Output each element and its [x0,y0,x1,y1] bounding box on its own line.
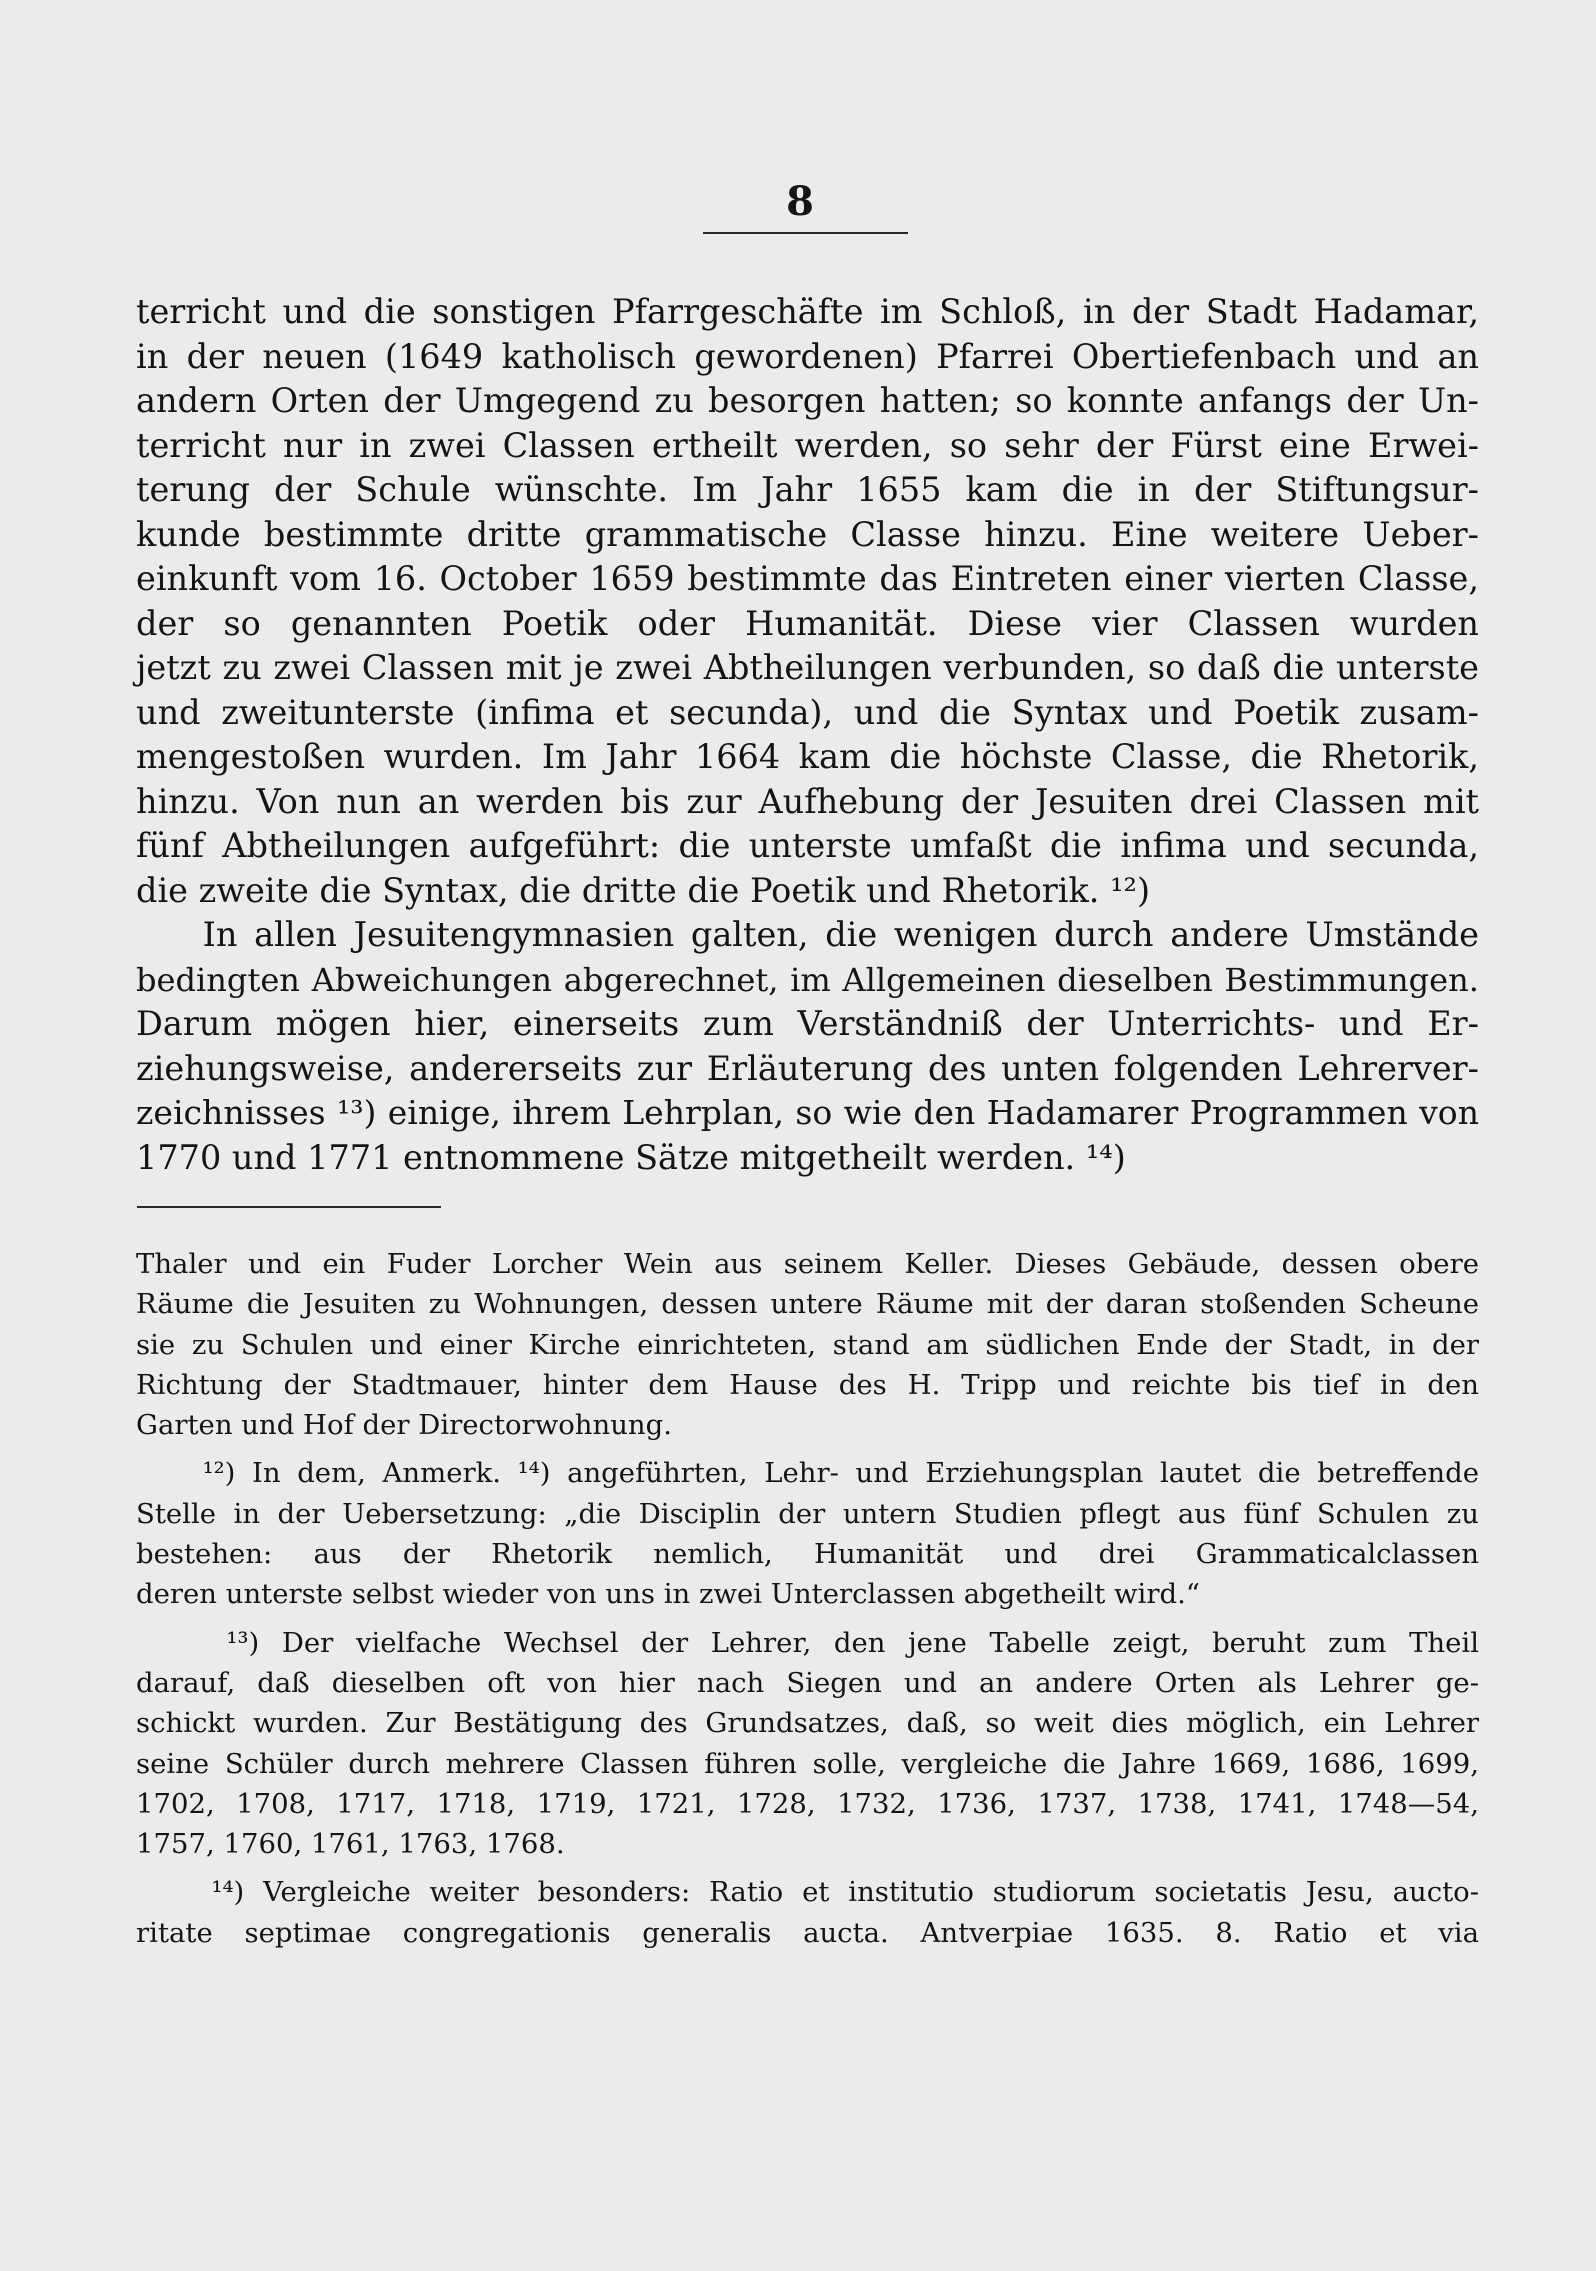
footnote-14-line: ritate septimae congregationis generalis aucta. Antverpiae 1635. 8. Ratio et via [136,1916,1479,1949]
main-text-line: terricht nur in zwei Classen ertheilt werden, so sehr der Fürst eine Erwei- [136,425,1479,465]
main-text-line: andern Orten der Umgegend zu besorgen hatten; so konnte anfangs der Un- [136,381,1479,420]
main-text-line: der so genannten Poetik oder Humanität. Diese vier Classen wurden [136,603,1479,643]
footnote-12-line: Stelle in der Uebersetzung: „die Disciplin der untern Studien pflegt aus fünf Schulen zu [136,1497,1479,1530]
main-text-line: terricht und die sonstigen Pfarrgeschäfte im Schloß, in der Stadt Hadamar, [136,292,1479,331]
footnote-14-line: ¹⁴) Vergleiche weiter besonders: Ratio et institutio studiorum societatis Jesu, aucto- [136,1876,1479,1909]
page-number: 8 [786,178,814,225]
main-text-line: kunde bestimmte dritte grammatische Classe hinzu. Eine weitere Ueber- [136,514,1479,554]
footnote-gap [136,1445,1479,1453]
footnote-line: Thaler und ein Fuder Lorcher Wein aus seinem Keller. Dieses Gebäude, dessen obere [136,1248,1479,1280]
footnote-line: sie zu Schulen und einer Kirche einrichteten, stand am südlichen Ende der Stadt, in der [136,1328,1479,1361]
footnote-13-line: schickt wurden. Zur Bestätigung des Grundsatzes, daß, so weit dies möglich, ein Lehrer [136,1707,1479,1740]
main-text-block [136,290,1479,1180]
footnote-line: Garten und Hof der Directorwohnung. [136,1409,672,1442]
footnote-13-line: ¹³) Der vielfache Wechsel der Lehrer, den jene Tabelle zeigt, beruht zum Theil [136,1626,1479,1659]
footnote-13-line: 1702, 1708, 1717, 1718, 1719, 1721, 1728, 1732, 1736, 1737, 1738, 1741, 1748—54, [136,1787,1479,1820]
main-text-line: jetzt zu zwei Classen mit je zwei Abtheilungen verbunden, so daß die unterste [136,648,1479,687]
footnote-line: Räume die Jesuiten zu Wohnungen, dessen untere Räume mit der daran stoßenden Scheune [136,1288,1479,1321]
main-text-line: 1770 und 1771 entnommene Sätze mitgetheilt werden. ¹⁴) [136,1137,1126,1177]
main-text-line: zeichnisses ¹³) einige, ihrem Lehrplan, so wie den Hadamarer Programmen von [136,1093,1479,1132]
main-text-line: In allen Jesuitengymnasien galten, die wenigen durch andere Umstände [136,915,1479,954]
main-text-line: einkunft vom 16. October 1659 bestimmte das Eintreten einer vierten Classe, [136,559,1479,598]
main-text-line: ziehungsweise, andererseits zur Erläuterung des unten folgenden Lehrerver- [136,1048,1479,1088]
footnote-13-line: 1757, 1760, 1761, 1763, 1768. [136,1828,565,1861]
main-text-line: mengestoßen wurden. Im Jahr 1664 kam die höchste Classe, die Rhetorik, [136,737,1479,776]
footnote-rule [137,1206,441,1208]
main-text-line: terung der Schule wünschte. Im Jahr 1655 kam die in der Stiftungsur- [136,470,1479,509]
footnote-gap [136,1615,1479,1623]
footnote-12-line: bestehen: aus der Rhetorik nemlich, Humanität und drei Grammaticalclassen [136,1538,1479,1571]
footnote-gap [136,1864,1479,1872]
main-text-line: hinzu. Von nun an werden bis zur Aufhebung der Jesuiten drei Classen mit [136,781,1479,821]
footnote-13-line: darauf, daß dieselben oft von hier nach Siegen und an andere Orten als Lehrer ge- [136,1666,1479,1699]
main-text-line: Darum mögen hier, einerseits zum Verständniß der Unterrichts- und Er- [136,1004,1479,1043]
header-rule [703,232,908,234]
footnote-line: Richtung der Stadtmauer, hinter dem Hause des H. Tripp und reichte bis tief in den [136,1368,1479,1401]
main-text-line: bedingten Abweichungen abgerechnet, im Allgemeinen dieselben Bestimmungen. [136,960,1479,999]
footnotes-block [136,1244,1479,1953]
main-text-line: und zweitunterste (infima et secunda), und die Syntax und Poetik zusam- [136,692,1479,732]
footnote-12-line: ¹²) In dem, Anmerk. ¹⁴) angeführten, Lehr- und Erziehungsplan lautet die betreffende [136,1457,1479,1490]
main-text-line: fünf Abtheilungen aufgeführt: die unterste umfaßt die infima und secunda, [136,826,1479,865]
footnote-12-line: deren unterste selbst wieder von uns in zwei Unterclassen abgetheilt wird.“ [136,1578,1200,1611]
footnote-13-line: seine Schüler durch mehrere Classen führen solle, vergleiche die Jahre 1669, 1686, 1699, [136,1747,1479,1780]
main-text-line: die zweite die Syntax, die dritte die Poetik und Rhetorik. ¹²) [136,870,1151,910]
main-text-line: in der neuen (1649 katholisch gewordenen) Pfarrei Obertiefenbach und an [136,336,1479,376]
